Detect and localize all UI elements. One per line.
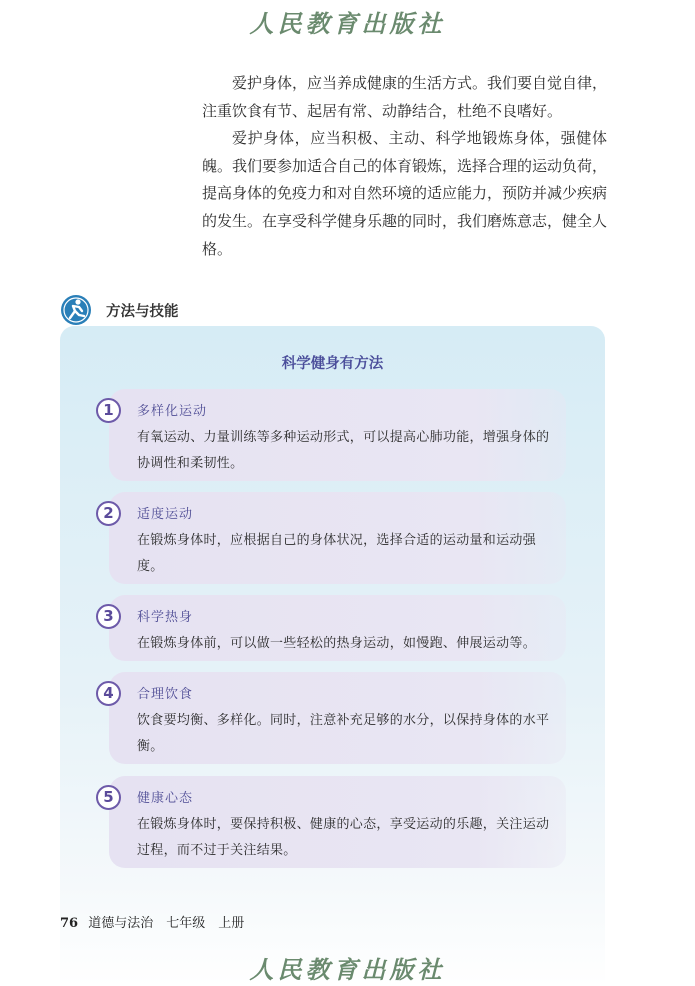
tip-card [103, 595, 566, 661]
tip-card [103, 672, 566, 764]
tip-number-badge: 4 [96, 681, 121, 706]
tip-card [103, 389, 566, 481]
tip-title: 科学热身 [137, 610, 194, 625]
tip-title: 多样化运动 [137, 404, 208, 419]
intro-paragraph-2: 爱护身体，应当积极、主动、科学地锻炼身体，强健体魄。我们要参加适合自己的体育锻炼，选择合理的运动负荷，提高身体的免疫力和对自然环境的适应能力，预防并减少疾病的发生。在享受科学健身乐趣的同时，我们磨炼意志，健全人格。 [202, 129, 608, 258]
tip-number-badge: 2 [96, 501, 121, 526]
tip-body: 饮食要均衡、多样化。同时，注意补充足够的水分，以保持身体的水平衡。 [137, 713, 550, 754]
tip-number-badge: 5 [96, 785, 121, 810]
tip-body: 在锻炼身体前，可以做一些轻松的热身运动，如慢跑、伸展运动等。 [137, 636, 537, 651]
tip-card [103, 776, 566, 868]
tip-body: 有氧运动、力量训练等多种运动形式，可以提高心肺功能，增强身体的协调性和柔韧性。 [137, 430, 550, 471]
tip-card [103, 492, 566, 584]
running-figure-icon [60, 294, 92, 326]
page-footer [60, 912, 244, 931]
publisher-logo-footer: 人民教育出版社 [249, 955, 446, 984]
tip-number-badge: 3 [96, 604, 121, 629]
tip-title: 健康心态 [137, 791, 194, 806]
publisher-logo: 人民教育出版社 [249, 9, 446, 38]
page-number: 76 [60, 916, 79, 931]
panel-title: 科学健身有方法 [281, 356, 384, 372]
tip-title: 适度运动 [137, 507, 194, 522]
intro-text [202, 70, 607, 263]
tip-title: 合理饮食 [137, 687, 194, 702]
book-title: 道德与法治 七年级 上册 [88, 916, 245, 931]
section-title: 方法与技能 [106, 304, 179, 320]
tip-body: 在锻炼身体时，应根据自己的身体状况，选择合适的运动量和运动强度。 [137, 533, 537, 574]
intro-paragraph-1: 爱护身体，应当养成健康的生活方式。我们要自觉自律，注重饮食有节、起居有常、动静结合，杜绝不良嗜好。 [202, 74, 608, 120]
tip-number-badge: 1 [96, 398, 121, 423]
methods-panel [60, 326, 605, 986]
tip-body: 在锻炼身体时，要保持积极、健康的心态，享受运动的乐趣，关注运动过程，而不过于关注结果。 [137, 817, 550, 858]
